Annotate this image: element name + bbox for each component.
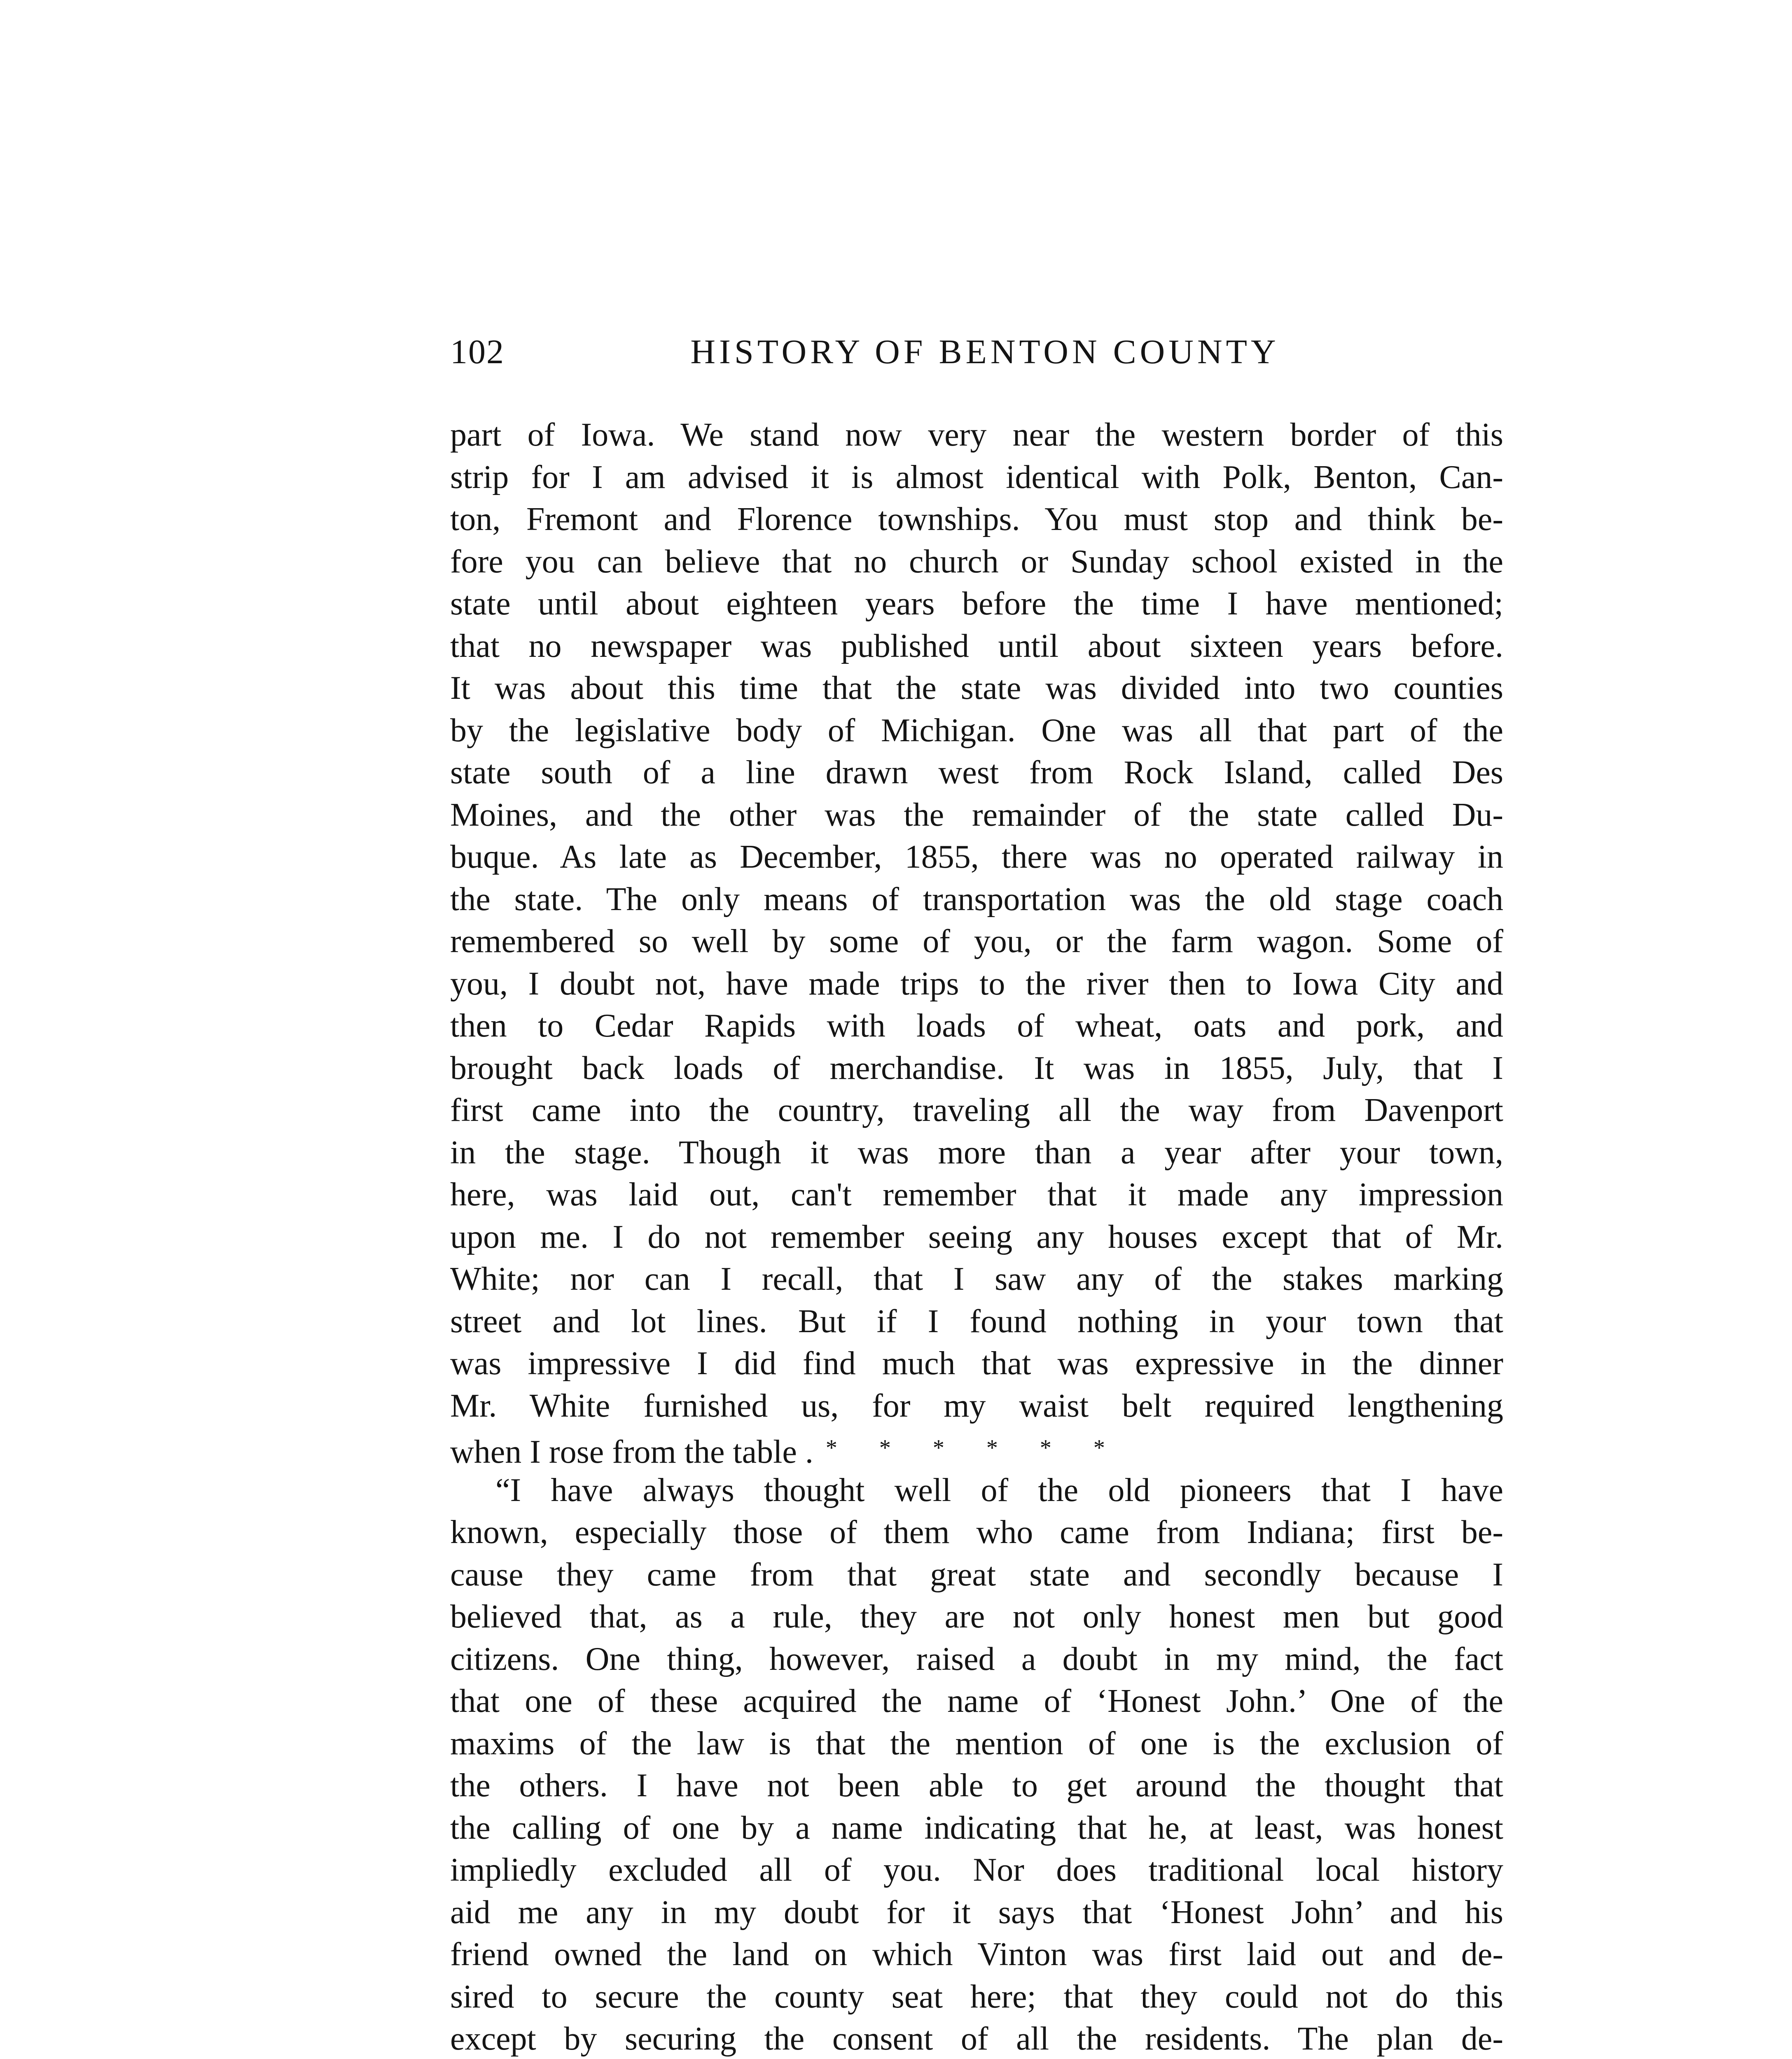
text-line: street and lot lines. But if I found nothing in your town that <box>450 1303 1503 1340</box>
running-title: HISTORY OF BENTON COUNTY <box>690 333 1280 371</box>
text-line: ton, Fremont and Florence townships. You must stop and think be- <box>450 501 1503 537</box>
text-line: citizens. One thing, however, raised a doubt in my mind, the fact <box>450 1641 1503 1677</box>
text-line: sired to secure the county seat here; that they could not do this <box>450 1978 1503 2015</box>
text-line: buque. As late as December, 1855, there was no operated railway in <box>450 839 1503 875</box>
text-line: then to Cedar Rapids with loads of wheat, oats and pork, and <box>450 1008 1503 1044</box>
text-line: Mr. White furnished us, for my waist belt required lengthening <box>450 1387 1503 1424</box>
text-line: was impressive I did find much that was expressive in the dinner <box>450 1345 1503 1382</box>
text-line: brought back loads of merchandise. It was in 1855, July, that I <box>450 1050 1503 1086</box>
text-line: that one of these acquired the name of ‘Honest John.’ One of the <box>450 1683 1503 1719</box>
text-line: upon me. I do not remember seeing any houses except that of Mr. <box>450 1219 1503 1255</box>
text-line: by the legislative body of Michigan. One was all that part of the <box>450 712 1503 749</box>
text-line: first came into the country, traveling all the way from Davenport <box>450 1092 1503 1128</box>
text-line: friend owned the land on which Vinton was first laid out and de- <box>450 1936 1503 1973</box>
text-line: when I rose from the table . <box>450 1434 813 1470</box>
text-line: state south of a line drawn west from Rock Island, called Des <box>450 754 1503 791</box>
text-line: that no newspaper was published until about sixteen years before. <box>450 628 1503 664</box>
text-line: It was about this time that the state was divided into two counties <box>450 670 1503 706</box>
page-number: 102 <box>450 333 505 371</box>
text-line: believed that, as a rule, they are not only honest men but good <box>450 1599 1503 1635</box>
text-line: strip for I am advised it is almost identical with Polk, Benton, Can- <box>450 459 1503 495</box>
text-line: state until about eighteen years before the time I have mentioned; <box>450 586 1503 622</box>
text-line: “I have always thought well of the old pioneers that I have <box>495 1472 1503 1508</box>
body-text <box>450 414 1503 2059</box>
text-line: part of Iowa. We stand now very near the western border of this <box>450 417 1503 453</box>
text-line: Moines, and the other was the remainder of the state called Du- <box>450 796 1503 833</box>
text-line: aid me any in my doubt for it says that ‘Honest John’ and his <box>450 1894 1503 1931</box>
text-line: impliedly excluded all of you. Nor does traditional local history <box>450 1852 1503 1888</box>
ellipsis-stars: * * * * * * <box>825 1435 1123 1461</box>
text-line: fore you can believe that no church or Sunday school existed in the <box>450 543 1503 580</box>
text-line: the state. The only means of transportation was the old stage coach <box>450 881 1503 917</box>
text-line: except by securing the consent of all the residents. The plan de- <box>450 2021 1503 2057</box>
text-line: in the stage. Though it was more than a year after your town, <box>450 1134 1503 1171</box>
text-line: maxims of the law is that the mention of one is the exclusion of <box>450 1725 1503 1762</box>
page-header <box>450 329 1503 375</box>
text-line: the calling of one by a name indicating that he, at least, was honest <box>450 1809 1503 1846</box>
text-line: here, was laid out, can't remember that it made any impression <box>450 1177 1503 1213</box>
text-line: you, I doubt not, have made trips to the river then to Iowa City and <box>450 965 1503 1002</box>
text-line: the others. I have not been able to get around the thought that <box>450 1767 1503 1804</box>
text-line: known, especially those of them who came from Indiana; first be- <box>450 1514 1503 1550</box>
text-line: cause they came from that great state and secondly because I <box>450 1556 1503 1593</box>
text-line: White; nor can I recall, that I saw any of the stakes marking <box>450 1261 1503 1297</box>
paragraph-end-line <box>450 1427 1503 1469</box>
text-line: remembered so well by some of you, or the farm wagon. Some of <box>450 923 1503 959</box>
